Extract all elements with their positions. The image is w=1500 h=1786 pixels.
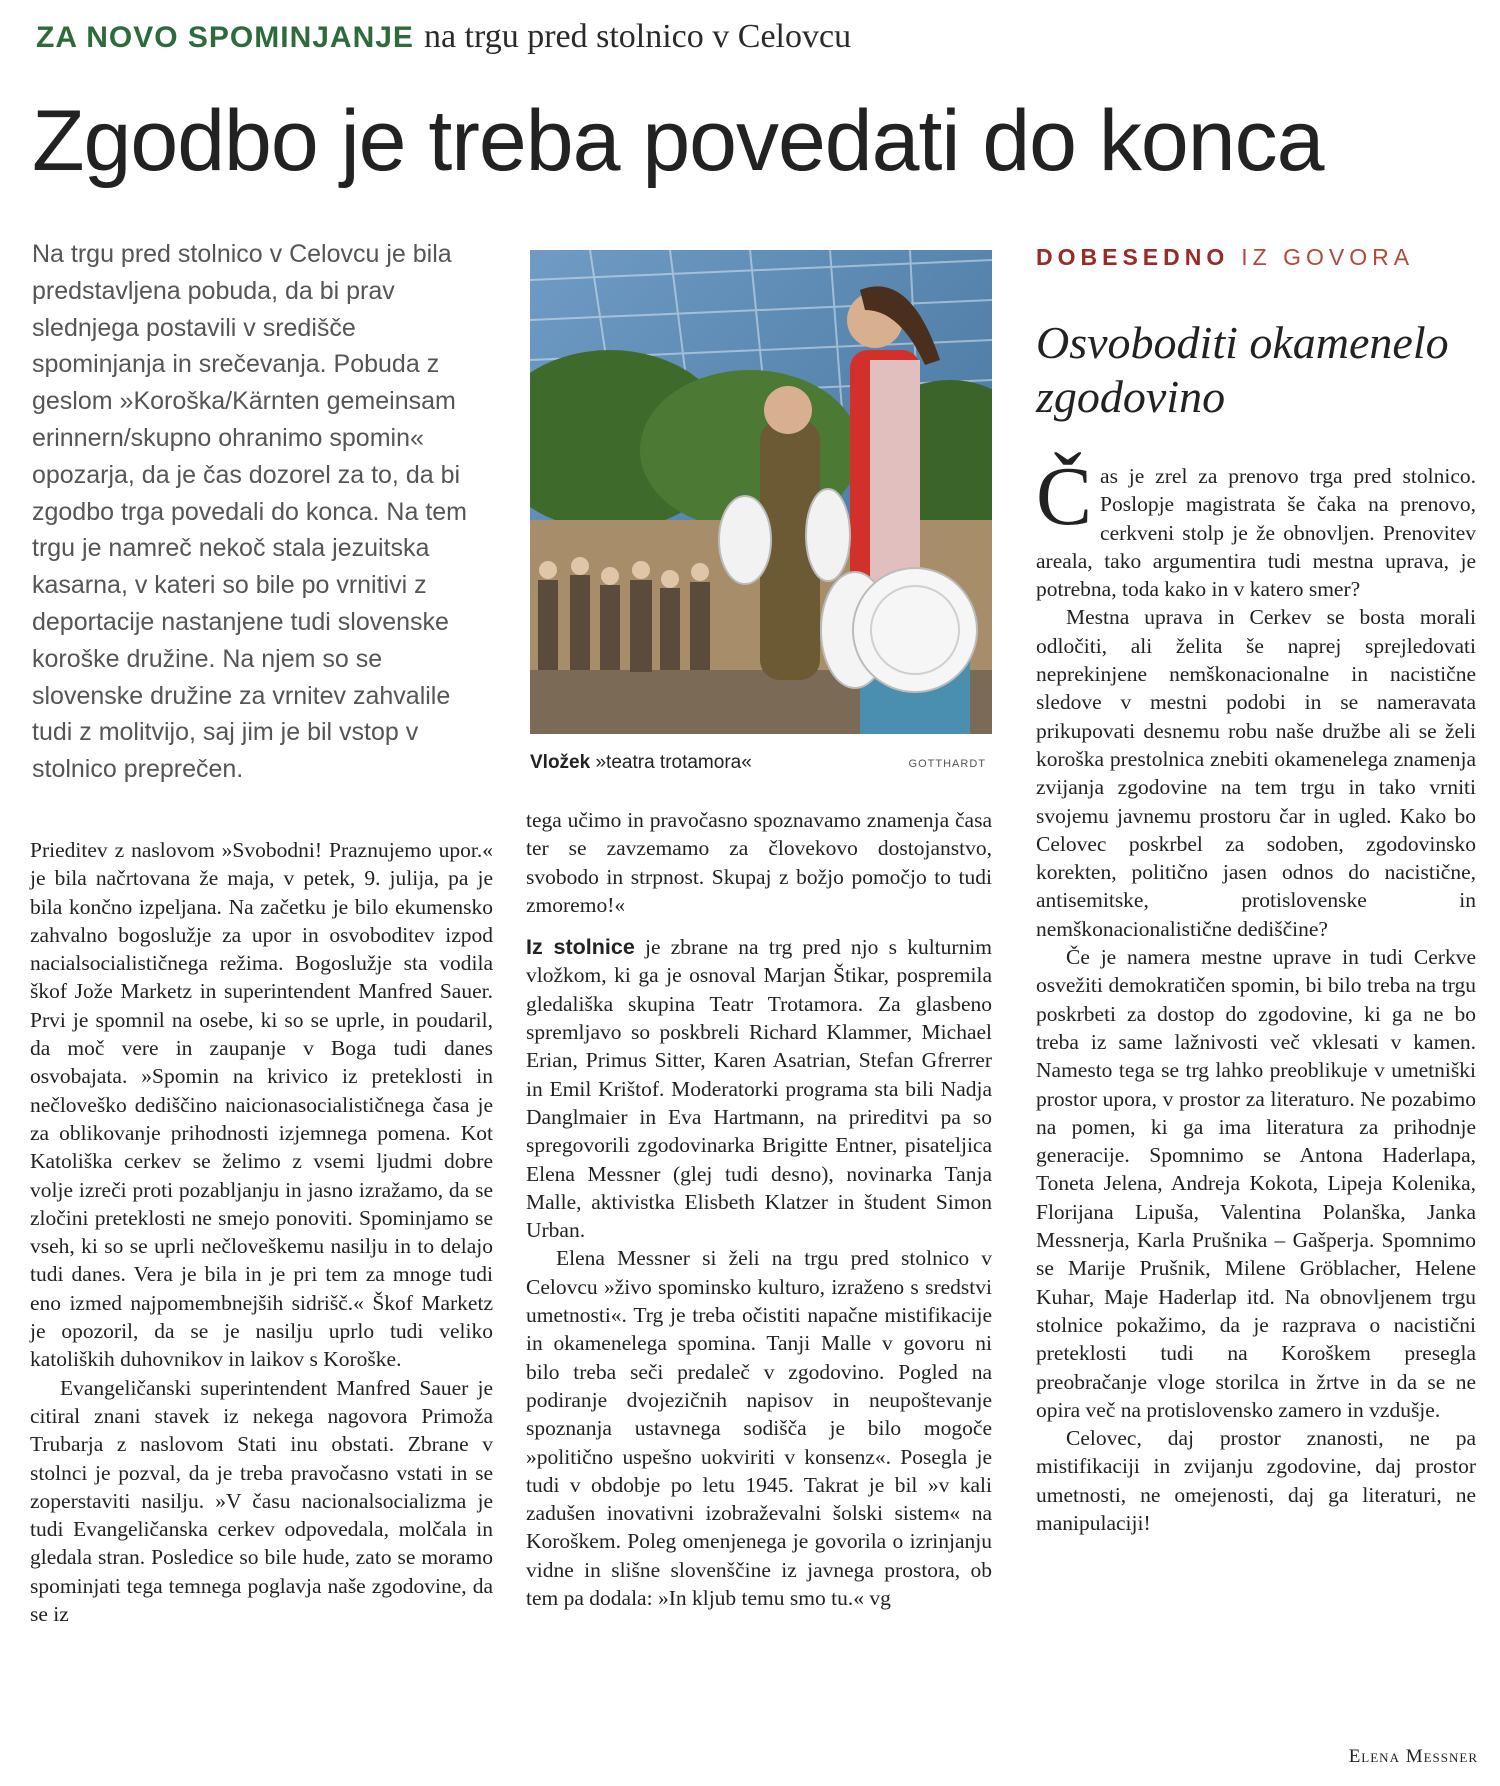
sidebar-label [1036, 244, 1414, 271]
sidebar-title: Osvoboditi okamenelo zgodovino [1036, 317, 1449, 422]
photo-caption [530, 752, 992, 774]
paragraph: Če je namera mestne uprave in tudi Cerkve osvežiti demokratičen spomin, bi bilo treba na trgu poskrbeti za dostop do zgodovine, ki ga ne bo treba iz same lažnivosti več vklesati v kamen. Namesto tega se trg lahko preoblikuje v umetniški prostor upora, v prostor za literaturo. Ne pozabimo na pomen, ki ga ima literatura za prihodnje generacije. Spomnimo se Antona Haderlapa, Toneta Jelena, Andreja Kokota, Lipeja Kolenika, Florijana Lipuša, Valentina Polanška, Janka Messnerja, Karla Prušnika – Gašperja. Spomnimo se Marije Prušnik, Milene Gröblacher, Helene Kuhar, Maje Haderlap itd. Na obnovljenem trgu stolnice pokažimo, da je razprava o nacistični preteklosti tudi na Koroškem presegla preobračanje vloge storilca in žrtve in da se ne opira več na protislovensko zamero in vzdušje. [1036, 945, 1476, 1422]
kicker [36, 18, 851, 56]
article-column-1 [30, 836, 493, 1628]
lead-paragraph: Na trgu pred stolnico v Celovcu je bila predstavljena pobuda, da bi prav slednjega postavili v središče spominjanja in srečevanja. Pobuda z geslom »Koroška/Kärnten gemeinsam erinnern/skupno ohranimo spomin« opozarja, da je čas dozorel za to, da bi zgodbo trga povedali do konca. Na tem trgu je namreč nekoč stala jezuitska kasarna, v kateri so bile po vrnitivi z deportacije nastanjene tudi slovenske koroške družine. Na njem so se slovenske družine za vrnitev zahvalile tudi z molitvijo, saj jim je bil vstop v stolnico preprečen. [32, 240, 467, 784]
sidebar-column [1036, 450, 1476, 1537]
caption-strong: Vložek [530, 752, 591, 773]
paragraph [1036, 450, 1476, 603]
paragraph: Elena Messner si želi na trgu pred stolnico v Celovcu »živo spominsko kulturo, izraženo s sredstvi umetnosti«. Trg je treba očistiti napačne mistifikacije in okamenelega spomina. Tanji Malle v govoru ni bilo treba seči predaleč v zgodovino. Pogled na podiranje dvojezičnih napisov in neupoštevanje spoznanja ustavnega sodišča je bilo mogoče »politično uspešno uokviriti v konsenz«. Posegla je tudi v obdobje po letu 1945. Takrat je bil »v kali zadušen inovativni izobraževalni šolski sistem« na Koroškem. Poleg omenjenega je govorila o izrinjanju vidne in slišne slovenščine iz javnega prostora, ob tem pa dodala: »In kljub temu smo tu.« vg [526, 1246, 992, 1611]
sidebar-label-strong: DOBESEDNO [1036, 244, 1230, 270]
kicker-strong: ZA NOVO SPOMINJANJE [36, 21, 414, 54]
paragraph [526, 933, 992, 1244]
paragraph-text: je zbrane na trg pred njo s kulturnim vložkom, ki ga je osnoval Marjan Štikar, pospremila gledališka skupina Teatr Trotamora. Za glasbeno spremljavo so poskbreli Richard Klammer, Michael Erian, Primus Sitter, Karen Asatrian, Stefan Gfrerrer in Emil Krištof. Moderatorki programa sta bili Nadja Danglmaier in Eva Hartmann, na prireditvi pa so spregovorili zgodovinarka Brigitte Entner, pisateljica Elena Messner (glej tudi desno), novinarka Tanja Malle, aktivistka Elisbeth Klatzer in študent Simon Urban. [526, 935, 992, 1243]
photo [530, 250, 992, 734]
paragraph: tega učimo in pravočasno spoznavamo znamenja časa ter se zavzemamo za človekovo dostojanstvo, svobodo in strpnost. Skupaj z božjo pomočjo to tudi zmoremo!« [526, 808, 992, 917]
paragraph-text: as je zrel za prenovo trga pred stolnico. Poslopje magistrata še čaka na prenovo, cerkveni stolp je že obnovljen. Prenovitev areala, tako argumentira tudi mestna uprava, je potrebna, toda kako in v katero smer? [1036, 464, 1476, 602]
headline: Zgodbo je treba povedati do konca [32, 93, 1324, 189]
paragraph: Mestna uprava in Cerkev se bosta morali odločiti, ali želita še naprej sprejledovati neprekinjene nemškonacionalne in nacistične sledove v mestni podobi in se nameravata prikupovati desnemu robu naše družbe ali se želi koroška prestolnica znebiti okamenelega znamenja zvijanja zgodovine na tem trgu in tako vrniti svojemu javnemu prostoru čar in ugled. Kako bo Celovec poskrbel za sodoben, zgodovinsko korekten, politično jasen odnos do nacistične, antisemitske, protislovenske in nemškonacionalistične dediščine? [1036, 605, 1476, 941]
sidebar-label-rest: IZ GOVORA [1241, 244, 1415, 270]
paragraph: Prieditev z naslovom »Svobodni! Praznujemo upor.« je bila načrtovana že maja, v petek, 9. julija, pa je bila končno izpeljana. Na začetku je bilo ekumensko zahvalno bogoslužje za upor in osvoboditev izpod nacialsocialističnega režima. Bogoslužje sta vodila škof Jože Marketz in superintendent Manfred Sauer. Prvi je spomnil na osebe, ki so se uprle, in poudaril, da moč vere in zaupanje v Boga tudi danes osvobajata. »Spomin na krivico iz preteklosti in nečloveško dediščino naicionasocialističnega časa je za oblikovanje prihodnosti izjemnega pomena. Kot Katoliška cerkev se želimo z vsemi ljudmi dobre volje izreči proti pozabljanju in jasno izražamo, da se zločini preteklosti ne smejo ponoviti. Spominjamo se vseh, ki so se uprli nečloveškemu nasilju in to delajo tudi danes. Vera je bila in je pri tem za mnoge tudi eno izmed najpomembnejših sidrišč.« Škof Marketz je opozoril, da se je nasilju uprlo tudi veliko katoliških duhovnikov in laikov s Koroške. [30, 838, 493, 1372]
caption-text: »teatra trotamora« [595, 752, 752, 773]
photo-image [530, 250, 992, 734]
kicker-rest: na trgu pred stolnico v Celovcu [423, 18, 852, 55]
article-column-2 [526, 806, 992, 1612]
byline: Elena Messner [1348, 1746, 1478, 1767]
paragraph: Celovec, daj prostor znanosti, ne pa mistifikaciji in zvijanju zgodovine, daj prostor umetnosti, ne omejenosti, daj ga literaturi, ne manipulaciji! [1036, 1426, 1476, 1535]
photo-credit: GOTTHARDT [908, 758, 986, 770]
paragraph-lead: Iz stolnice [526, 935, 635, 960]
paragraph: Evangeličanski superintendent Manfred Sauer je citiral znani stavek iz nekega nagovora Primoža Trubarja z naslovom Stati inu obstati. Zbrane v stolnci je pozval, da je treba pravočasno vstati in se zoperstaviti nasilju. »V času nacionalsocializma je tudi Evangeličanska cerkev odpovedala, molčala in gledala stran. Posledice so bile hude, zato se moramo spominjati tega temnega poglavja naše zgodovine, da se iz [30, 1375, 493, 1627]
drop-cap: Č [1036, 450, 1093, 543]
